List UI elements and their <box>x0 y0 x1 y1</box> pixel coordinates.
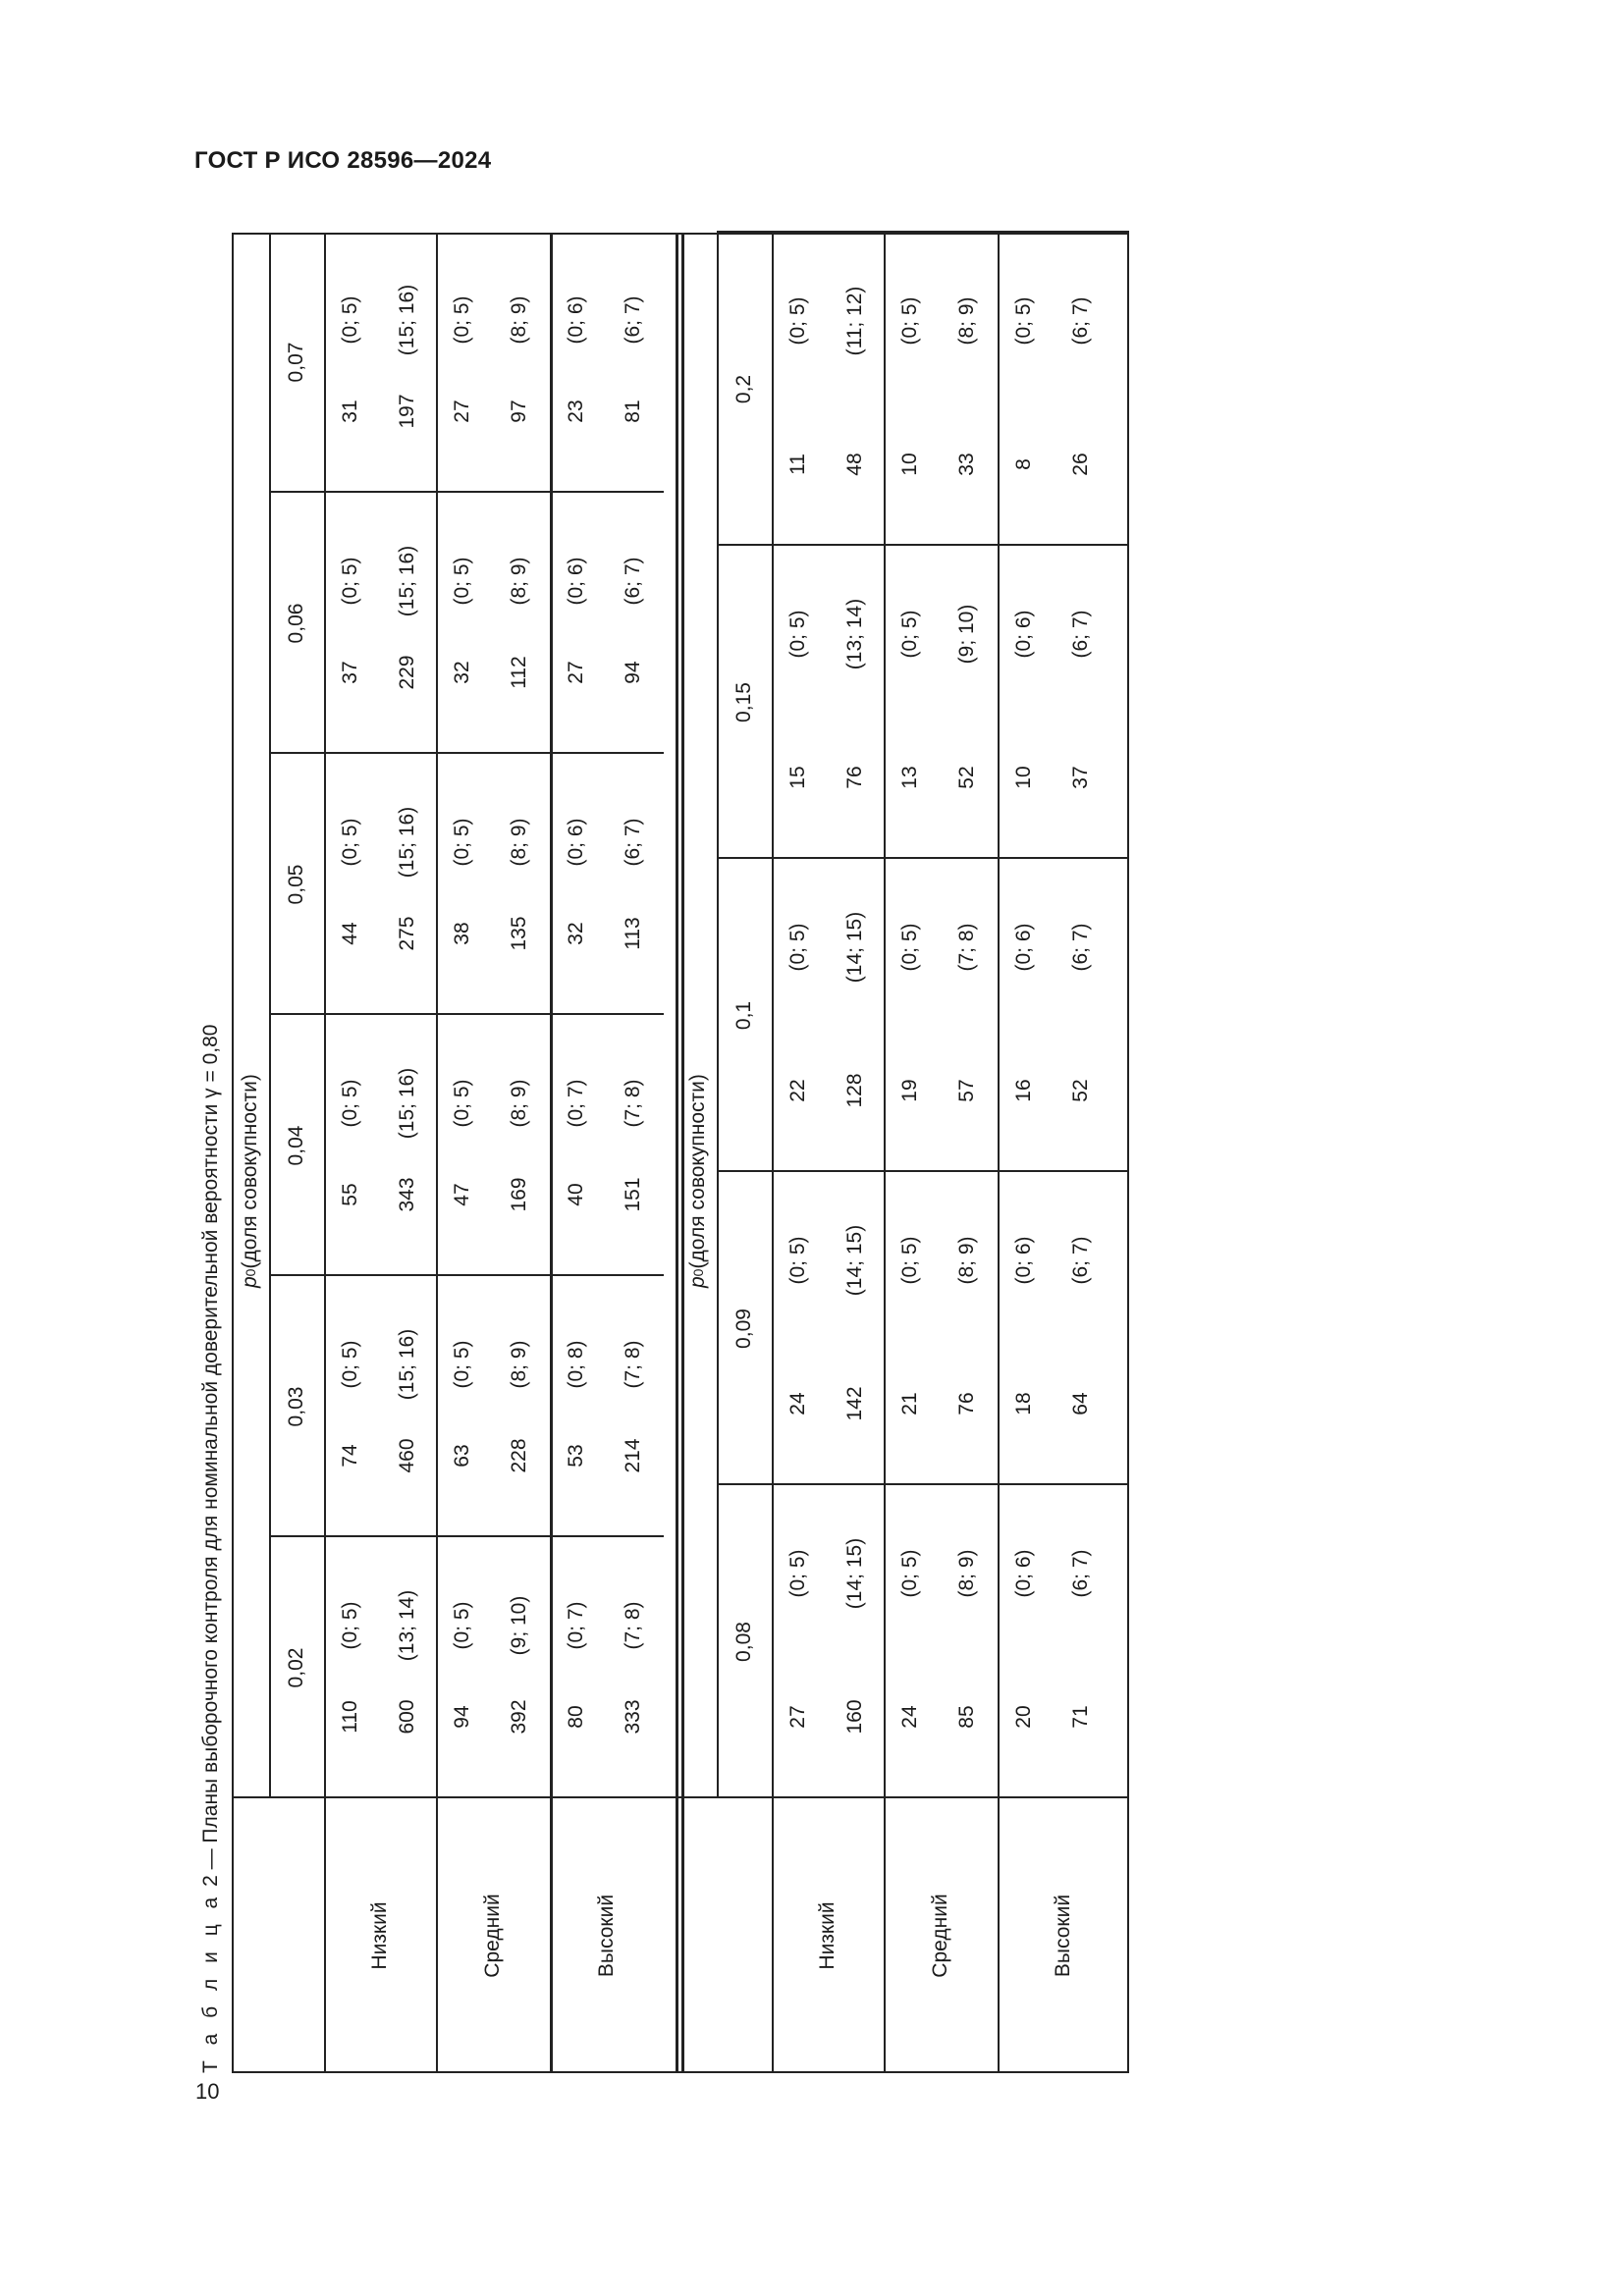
acceptance-pair: (0; 5) <box>898 1236 921 1285</box>
sample-size: 48 <box>843 453 866 476</box>
grid-line <box>884 233 886 2073</box>
acceptance-pair: (14; 15) <box>843 1224 866 1297</box>
acceptance-pair: (0; 6) <box>565 818 587 867</box>
sample-size: 22 <box>786 1079 809 1102</box>
acceptance-pair: (9; 10) <box>508 1595 530 1656</box>
sample-size: 80 <box>565 1705 587 1729</box>
acceptance-pair: (0; 5) <box>786 610 809 659</box>
acceptance-pair: (0; 5) <box>1012 296 1035 346</box>
table-caption <box>200 1025 222 2073</box>
acceptance-pair: (0; 5) <box>339 818 361 867</box>
sample-size: 27 <box>786 1705 809 1729</box>
acceptance-pair: (7; 8) <box>955 923 978 972</box>
acceptance-pair: (15; 16) <box>396 1328 418 1401</box>
acceptance-pair: (6; 7) <box>622 818 644 867</box>
sample-size: 110 <box>339 1700 361 1734</box>
acceptance-pair: (0; 6) <box>1012 923 1035 972</box>
page-number: 10 <box>195 2079 220 2104</box>
grid-line <box>269 1535 664 1537</box>
acceptance-pair: (0; 5) <box>339 557 361 606</box>
sample-size: 97 <box>508 400 530 423</box>
sample-size: 47 <box>451 1183 473 1206</box>
grid-line <box>998 233 1000 2073</box>
acceptance-pair: (14; 15) <box>843 1537 866 1610</box>
acceptance-pair: (0; 5) <box>898 610 921 659</box>
sample-size: 23 <box>565 400 587 423</box>
grid-line <box>717 231 1129 233</box>
sample-size: 20 <box>1012 1705 1035 1729</box>
acceptance-pair: (7; 8) <box>622 1340 644 1389</box>
sample-size: 94 <box>451 1705 473 1729</box>
sample-size: 44 <box>339 922 361 945</box>
sample-size: 275 <box>396 916 418 951</box>
sample-size: 135 <box>508 916 530 951</box>
sample-size: 27 <box>565 661 587 684</box>
grid-line <box>269 491 664 493</box>
acceptance-pair: (0; 5) <box>786 923 809 972</box>
p0-column-header: 0,09 <box>732 1308 755 1349</box>
acceptance-pair: (14; 15) <box>843 911 866 984</box>
acceptance-pair: (0; 5) <box>786 1549 809 1598</box>
group-header-text: (доля совокупности) <box>686 1074 709 1269</box>
acceptance-pair: (0; 5) <box>451 1079 473 1128</box>
p0-column-header: 0,15 <box>732 682 755 722</box>
acceptance-pair: (0; 5) <box>898 923 921 972</box>
grid-line <box>717 857 1129 859</box>
p0-subscript: 0 <box>690 1268 706 1277</box>
acceptance-pair: (15; 16) <box>396 806 418 879</box>
acceptance-pair: (0; 5) <box>451 818 473 867</box>
sample-size: 228 <box>508 1438 530 1473</box>
sample-size: 64 <box>1069 1392 1092 1415</box>
acceptance-pair: (15; 16) <box>396 1067 418 1140</box>
acceptance-pair: (6; 7) <box>622 295 644 345</box>
sample-size: 24 <box>786 1392 809 1415</box>
acceptance-pair: (0; 6) <box>565 557 587 606</box>
sample-size: 52 <box>1069 1079 1092 1102</box>
level-name: Высокий <box>595 1894 618 1978</box>
acceptance-pair: (6; 7) <box>1069 610 1092 659</box>
grid-line <box>269 752 664 754</box>
acceptance-pair: (13; 14) <box>843 598 866 670</box>
sample-size: 33 <box>955 453 978 476</box>
acceptance-pair: (6; 7) <box>1069 1549 1092 1598</box>
caption-text: 2 — Планы выборочного контроля для номинальной доверительной вероятности γ = 0,80 <box>199 1024 222 1893</box>
p0-column-header: 0,06 <box>285 603 307 644</box>
acceptance-pair: (0; 6) <box>1012 1236 1035 1285</box>
p0-symbol: p <box>686 1276 709 1288</box>
sample-size: 71 <box>1069 1705 1092 1729</box>
sample-size: 52 <box>955 766 978 789</box>
p0-column-header: 0,2 <box>732 374 755 404</box>
sample-size: 31 <box>339 400 361 423</box>
grid-line <box>550 233 553 2073</box>
sample-size: 333 <box>622 1699 644 1735</box>
acceptance-pair: (0; 7) <box>565 1601 587 1650</box>
sample-size: 11 <box>786 454 809 475</box>
acceptance-pair: (6; 7) <box>1069 1236 1092 1285</box>
sample-size: 81 <box>622 400 644 423</box>
level-name: Низкий <box>368 1901 391 1970</box>
sample-size: 37 <box>1069 766 1092 789</box>
grid-line <box>324 233 326 2073</box>
sample-size: 26 <box>1069 453 1092 476</box>
p0-column-header: 0,08 <box>732 1622 755 1662</box>
sample-size: 19 <box>898 1079 921 1102</box>
acceptance-pair: (0; 5) <box>339 1340 361 1389</box>
acceptance-pair: (8; 9) <box>508 818 530 867</box>
acceptance-pair: (8; 9) <box>508 1340 530 1389</box>
p0-column-header: 0,07 <box>285 342 307 383</box>
p0-column-header: 0,05 <box>285 864 307 905</box>
p0-subscript: 0 <box>243 1268 258 1277</box>
acceptance-pair: (0; 6) <box>1012 610 1035 659</box>
acceptance-pair: (8; 9) <box>955 1549 978 1598</box>
level-name: Низкий <box>816 1901 839 1970</box>
acceptance-pair: (0; 5) <box>451 295 473 345</box>
acceptance-pair: (8; 9) <box>955 1236 978 1285</box>
sample-size: 10 <box>1012 766 1035 789</box>
grid-line <box>772 233 774 2073</box>
level-name: Средний <box>929 1894 951 1978</box>
grid-line <box>717 1483 1129 1485</box>
group-header-text: (доля совокупности) <box>239 1074 261 1269</box>
sample-size: 160 <box>843 1699 866 1735</box>
group-header <box>679 0 717 1798</box>
sample-size: 197 <box>396 394 418 429</box>
sample-size: 63 <box>451 1444 473 1468</box>
caption-prefix: Т а б л и ц а <box>199 1892 222 2073</box>
sample-size: 142 <box>843 1386 866 1421</box>
sample-size: 392 <box>508 1699 530 1735</box>
sample-size: 55 <box>339 1183 361 1206</box>
acceptance-pair: (7; 8) <box>622 1079 644 1128</box>
sample-size: 57 <box>955 1079 978 1102</box>
sample-size: 112 <box>508 656 530 689</box>
sample-size: 76 <box>955 1392 978 1415</box>
acceptance-pair: (15; 16) <box>396 545 418 617</box>
sample-size: 53 <box>565 1444 587 1468</box>
sample-size: 24 <box>898 1705 921 1729</box>
sample-size: 37 <box>339 661 361 684</box>
acceptance-pair: (0; 5) <box>786 1236 809 1285</box>
sample-size: 18 <box>1012 1392 1035 1415</box>
acceptance-pair: (0; 5) <box>898 296 921 346</box>
sample-size: 32 <box>565 922 587 945</box>
acceptance-pair: (0; 5) <box>786 296 809 346</box>
sample-size: 113 <box>622 917 644 950</box>
sample-size: 94 <box>622 661 644 684</box>
sample-size: 16 <box>1012 1079 1035 1102</box>
document-header: ГОСТ Р ИСО 28596—2024 <box>194 147 492 174</box>
p0-column-header: 0,04 <box>285 1125 307 1166</box>
grid-line <box>436 233 438 2073</box>
sample-size: 128 <box>843 1073 866 1108</box>
sample-size: 32 <box>451 661 473 684</box>
grid-line <box>676 233 678 2073</box>
sample-size: 38 <box>451 922 473 945</box>
acceptance-pair: (0; 6) <box>565 295 587 345</box>
acceptance-pair: (0; 5) <box>339 295 361 345</box>
acceptance-pair: (0; 5) <box>339 1079 361 1128</box>
sample-size: 600 <box>396 1699 418 1735</box>
sample-size: 8 <box>1012 458 1035 470</box>
grid-line <box>717 1170 1129 1172</box>
sample-size: 214 <box>622 1438 644 1473</box>
acceptance-pair: (8; 9) <box>508 557 530 606</box>
row-header-label <box>232 1798 330 2073</box>
sample-size: 74 <box>339 1444 361 1468</box>
acceptance-pair: (0; 7) <box>565 1079 587 1128</box>
sample-size: 229 <box>396 655 418 690</box>
acceptance-pair: (11; 12) <box>843 286 866 356</box>
acceptance-pair: (0; 5) <box>451 1340 473 1389</box>
acceptance-pair: (0; 8) <box>565 1340 587 1389</box>
acceptance-pair: (7; 8) <box>622 1601 644 1650</box>
p0-column-header: 0,03 <box>285 1386 307 1427</box>
acceptance-pair: (6; 7) <box>1069 296 1092 346</box>
p0-symbol: p <box>239 1276 261 1288</box>
sampling-plans-table <box>232 233 1129 2073</box>
acceptance-pair: (6; 7) <box>1069 923 1092 972</box>
acceptance-pair: (8; 9) <box>508 295 530 345</box>
grid-line <box>717 544 1129 546</box>
p0-column-header: 0,1 <box>732 1000 755 1031</box>
acceptance-pair: (13; 14) <box>396 1589 418 1662</box>
group-header <box>232 0 269 1798</box>
acceptance-pair: (6; 7) <box>622 557 644 606</box>
sample-size: 13 <box>898 766 921 789</box>
grid-line <box>269 1013 664 1015</box>
sample-size: 40 <box>565 1183 587 1206</box>
sample-size: 460 <box>396 1438 418 1473</box>
acceptance-pair: (8; 9) <box>955 296 978 346</box>
sample-size: 10 <box>898 453 921 476</box>
row-header-label <box>679 1798 778 2073</box>
acceptance-pair: (0; 5) <box>339 1601 361 1650</box>
acceptance-pair: (0; 5) <box>451 1601 473 1650</box>
grid-line <box>269 1274 664 1276</box>
level-name: Средний <box>481 1894 504 1978</box>
p0-column-header: 0,02 <box>285 1647 307 1688</box>
rotated-table-block <box>194 232 1129 2073</box>
acceptance-pair: (9; 10) <box>955 604 978 665</box>
sample-size: 15 <box>786 766 809 789</box>
sample-size: 85 <box>955 1705 978 1729</box>
sample-size: 343 <box>396 1177 418 1212</box>
acceptance-pair: (0; 5) <box>451 557 473 606</box>
sample-size: 27 <box>451 400 473 423</box>
level-name: Высокий <box>1052 1894 1074 1978</box>
sample-size: 76 <box>843 766 866 789</box>
sample-size: 169 <box>508 1177 530 1212</box>
sample-size: 21 <box>898 1392 921 1415</box>
acceptance-pair: (8; 9) <box>508 1079 530 1128</box>
acceptance-pair: (15; 16) <box>396 284 418 356</box>
sample-size: 151 <box>622 1177 644 1212</box>
acceptance-pair: (0; 5) <box>898 1549 921 1598</box>
acceptance-pair: (0; 6) <box>1012 1549 1035 1598</box>
